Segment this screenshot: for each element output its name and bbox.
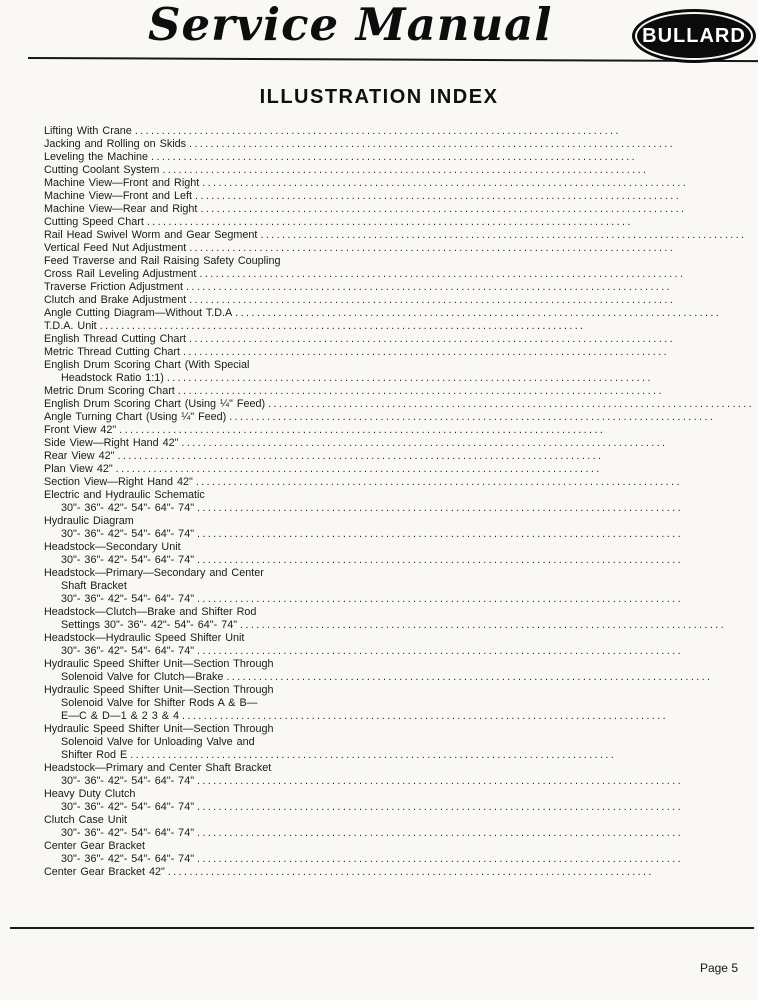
page-title: Service Manual bbox=[148, 0, 553, 51]
entry-line bbox=[44, 424, 758, 437]
entry-line bbox=[44, 827, 758, 840]
entry-title: Center Gear Bracket bbox=[44, 840, 146, 852]
entry-title: Hydraulic Speed Shifter Unit—Section Through bbox=[44, 658, 274, 670]
dot-leader: .......................................................................................... bbox=[115, 463, 602, 475]
index-entry bbox=[44, 216, 758, 229]
dot-leader: .......................................................................................... bbox=[197, 645, 684, 657]
entry-line bbox=[44, 151, 758, 164]
index-column-left bbox=[44, 112, 758, 879]
entry-title: Traverse Friction Adjustment bbox=[44, 281, 184, 293]
entry-line bbox=[44, 697, 758, 710]
dot-leader: .......................................................................................... bbox=[162, 164, 649, 176]
dot-leader: .......................................................................................... bbox=[268, 398, 755, 410]
index-entry bbox=[44, 151, 758, 164]
entry-line bbox=[44, 294, 758, 307]
entry-line bbox=[44, 762, 758, 775]
entry-line bbox=[44, 320, 758, 333]
dot-leader: .......................................................................................... bbox=[182, 710, 668, 722]
index-entry bbox=[44, 606, 758, 632]
entry-line bbox=[44, 489, 758, 502]
index-entry bbox=[44, 333, 758, 346]
entry-title: Headstock—Primary—Secondary and Center bbox=[44, 567, 264, 579]
dot-leader: .......................................................................................... bbox=[99, 320, 586, 332]
entry-line bbox=[44, 307, 758, 320]
entry-title: English Thread Cutting Chart bbox=[44, 333, 187, 345]
entry-title: Hydraulic Speed Shifter Unit—Section Through bbox=[44, 723, 274, 735]
entry-title: 30"- 36"- 42"- 54"- 64"- 74" bbox=[61, 554, 195, 566]
dot-leader: .......................................................................................... bbox=[235, 307, 722, 319]
entry-title: Shaft Bracket bbox=[61, 580, 127, 592]
dot-leader: .......................................................................................... bbox=[167, 866, 654, 878]
dot-leader: .......................................................................................... bbox=[240, 619, 727, 631]
entry-line bbox=[44, 216, 758, 229]
index-entry bbox=[44, 489, 758, 515]
index-title: ILLUSTRATION INDEX bbox=[259, 86, 499, 108]
entry-line bbox=[44, 359, 758, 372]
index-entry bbox=[44, 723, 758, 762]
entry-title: Rail Head Swivel Worm and Gear Segment bbox=[44, 229, 258, 241]
entry-line bbox=[44, 710, 758, 723]
dot-leader: .......................................................................................... bbox=[195, 476, 682, 488]
index-entry bbox=[44, 385, 758, 398]
entry-title: Headstock—Hydraulic Speed Shifter Unit bbox=[44, 632, 245, 644]
dot-leader: .......................................................................................... bbox=[197, 853, 684, 865]
dot-leader: .......................................................................................... bbox=[229, 411, 716, 423]
entry-line bbox=[44, 840, 758, 853]
entry-title: Metric Drum Scoring Chart bbox=[44, 385, 175, 397]
dot-leader: .......................................................................................... bbox=[186, 281, 672, 293]
entry-line bbox=[44, 658, 758, 671]
index-entry bbox=[44, 255, 758, 268]
entry-line bbox=[44, 684, 758, 697]
entry-title: Clutch Case Unit bbox=[44, 814, 128, 826]
entry-line bbox=[44, 515, 758, 528]
entry-title: Clutch and Brake Adjustment bbox=[44, 294, 187, 306]
entry-line bbox=[44, 632, 758, 645]
dot-leader: .......................................................................................... bbox=[197, 554, 684, 566]
entry-line bbox=[44, 346, 758, 359]
entry-line bbox=[44, 554, 758, 567]
entry-title: Front View 42" bbox=[44, 424, 117, 436]
entry-title: Solenoid Valve for Shifter Rods A & B— bbox=[61, 697, 258, 709]
logo-text: BULLARD bbox=[642, 25, 746, 47]
entry-line bbox=[44, 125, 758, 138]
entry-title: English Drum Scoring Chart (Using ¼" Feed) bbox=[44, 398, 266, 410]
entry-line bbox=[44, 190, 758, 203]
entry-title: Hydraulic Speed Shifter Unit—Section Through bbox=[44, 684, 274, 696]
entry-line bbox=[44, 541, 758, 554]
index-entry bbox=[44, 684, 758, 723]
entry-line bbox=[44, 723, 758, 736]
entry-line bbox=[44, 593, 758, 606]
entry-title: English Drum Scoring Chart (With Special bbox=[44, 359, 250, 371]
index-entry bbox=[44, 437, 758, 450]
dot-leader: .......................................................................................... bbox=[199, 268, 686, 280]
entry-line bbox=[44, 645, 758, 658]
dot-leader: .......................................................................................... bbox=[181, 437, 668, 449]
dot-leader: .......................................................................................... bbox=[195, 190, 682, 202]
entry-title: Machine View—Rear and Right bbox=[44, 203, 198, 215]
entry-title: Headstock—Primary and Center Shaft Bracket bbox=[44, 762, 272, 774]
entry-title: Headstock—Clutch—Brake and Shifter Rod bbox=[44, 606, 257, 618]
entry-title: 30"- 36"- 42"- 54"- 64"- 74" bbox=[61, 853, 195, 865]
entry-title: Shifter Rod E bbox=[61, 749, 128, 761]
dot-leader: .......................................................................................... bbox=[202, 177, 689, 189]
entry-line bbox=[44, 229, 758, 242]
dot-leader: .......................................................................................... bbox=[197, 502, 684, 514]
entry-title: Headstock—Secondary Unit bbox=[44, 541, 181, 553]
index-entry bbox=[44, 424, 758, 437]
index-entry bbox=[44, 866, 758, 879]
entry-title: 30"- 36"- 42"- 54"- 64"- 74" bbox=[61, 528, 195, 540]
index-entry bbox=[44, 515, 758, 541]
index-entry bbox=[44, 359, 758, 385]
entry-line bbox=[44, 437, 758, 450]
entry-title: Solenoid Valve for Clutch—Brake bbox=[61, 671, 224, 683]
entry-line bbox=[44, 255, 758, 268]
entry-title: Leveling the Machine bbox=[44, 151, 149, 163]
entry-line bbox=[44, 164, 758, 177]
dot-leader: .......................................................................................... bbox=[226, 671, 713, 683]
dot-leader: .......................................................................................... bbox=[177, 385, 664, 397]
entry-title: Heavy Duty Clutch bbox=[44, 788, 136, 800]
entry-line bbox=[44, 814, 758, 827]
entry-line bbox=[44, 177, 758, 190]
index-entry bbox=[44, 814, 758, 840]
entry-title: Headstock Ratio 1:1) bbox=[61, 372, 164, 384]
entry-title: T.D.A. Unit bbox=[44, 320, 97, 332]
footer-rule bbox=[10, 927, 754, 929]
index-entry bbox=[44, 541, 758, 567]
index-entry bbox=[44, 450, 758, 463]
entry-title: Machine View—Front and Right bbox=[44, 177, 200, 189]
entry-title: Cross Rail Leveling Adjustment bbox=[44, 268, 197, 280]
entry-title: 30"- 36"- 42"- 54"- 64"- 74" bbox=[61, 593, 195, 605]
dot-leader: .......................................................................................... bbox=[197, 801, 684, 813]
index-entry bbox=[44, 164, 758, 177]
entry-title: Settings 30"- 36"- 42"- 54"- 64"- 74" bbox=[61, 619, 238, 631]
entry-line bbox=[44, 138, 758, 151]
entry-title: Cutting Coolant System bbox=[44, 164, 160, 176]
dot-leader: .......................................................................................... bbox=[189, 294, 676, 306]
index-entry bbox=[44, 242, 758, 255]
entry-line bbox=[44, 619, 758, 632]
entry-title: Solenoid Valve for Unloading Valve and bbox=[61, 736, 255, 748]
entry-title: 30"- 36"- 42"- 54"- 64"- 74" bbox=[61, 775, 195, 787]
entry-title: Lifting With Crane bbox=[44, 125, 132, 137]
entry-title: Rear View 42" bbox=[44, 450, 115, 462]
entry-line bbox=[44, 372, 758, 385]
dot-leader: .......................................................................................... bbox=[197, 528, 684, 540]
entry-title: Section View—Right Hand 42" bbox=[44, 476, 193, 488]
dot-leader: .......................................................................................... bbox=[119, 424, 606, 436]
entry-line bbox=[44, 203, 758, 216]
index-entry bbox=[44, 203, 758, 216]
entry-title: Jacking and Rolling on Skids bbox=[44, 138, 187, 150]
index-entry bbox=[44, 658, 758, 684]
entry-title: Metric Thread Cutting Chart bbox=[44, 346, 181, 358]
entry-line bbox=[44, 528, 758, 541]
index-entry bbox=[44, 346, 758, 359]
entry-line bbox=[44, 567, 758, 580]
entry-line bbox=[44, 463, 758, 476]
entry-title: Angle Cutting Diagram—Without T.D.A bbox=[44, 307, 233, 319]
dot-leader: .......................................................................................... bbox=[166, 372, 653, 384]
entry-title: Cutting Speed Chart bbox=[44, 216, 144, 228]
dot-leader: .......................................................................................... bbox=[134, 125, 621, 137]
index-entry bbox=[44, 320, 758, 333]
index-entry bbox=[44, 294, 758, 307]
index-entry bbox=[44, 463, 758, 476]
dot-leader: .......................................................................................... bbox=[130, 749, 617, 761]
entry-title: Hydraulic Diagram bbox=[44, 515, 134, 527]
index-entry bbox=[44, 268, 758, 281]
entry-line bbox=[44, 749, 758, 762]
dot-leader: .......................................................................................... bbox=[151, 151, 638, 163]
entry-line bbox=[44, 775, 758, 788]
dot-leader: .......................................................................................... bbox=[189, 138, 676, 150]
entry-line bbox=[44, 476, 758, 489]
index-entry bbox=[44, 177, 758, 190]
entry-title: 30"- 36"- 42"- 54"- 64"- 74" bbox=[61, 827, 195, 839]
entry-line bbox=[44, 502, 758, 515]
page-column-header bbox=[44, 112, 758, 125]
dot-leader: .......................................................................................... bbox=[189, 333, 676, 345]
entry-line bbox=[44, 671, 758, 684]
dot-leader: .......................................................................................... bbox=[146, 216, 633, 228]
dot-leader: .......................................................................................... bbox=[197, 775, 684, 787]
entry-line bbox=[44, 788, 758, 801]
entry-title: Machine View—Front and Left bbox=[44, 190, 193, 202]
index-entry bbox=[44, 190, 758, 203]
entry-line bbox=[44, 736, 758, 749]
entry-title: Feed Traverse and Rail Raising Safety Coupling bbox=[44, 255, 281, 267]
entry-title: 30"- 36"- 42"- 54"- 64"- 74" bbox=[61, 645, 195, 657]
entry-title: Angle Turning Chart (Using ¼" Feed) bbox=[44, 411, 227, 423]
entry-title: Vertical Feed Nut Adjustment bbox=[44, 242, 187, 254]
entry-title: E—C & D—1 & 2 3 & 4 bbox=[61, 710, 180, 722]
entry-line bbox=[44, 866, 758, 879]
entry-line bbox=[44, 333, 758, 346]
index-entry bbox=[44, 125, 758, 138]
index-entry bbox=[44, 632, 758, 658]
bullard-logo-icon bbox=[632, 9, 756, 63]
entry-line bbox=[44, 385, 758, 398]
entry-line bbox=[44, 450, 758, 463]
entry-line bbox=[44, 268, 758, 281]
entry-line bbox=[44, 606, 758, 619]
entry-line bbox=[44, 580, 758, 593]
entry-line bbox=[44, 801, 758, 814]
dot-leader: .......................................................................................... bbox=[117, 450, 604, 462]
index-entry bbox=[44, 762, 758, 788]
dot-leader: .......................................................................................... bbox=[183, 346, 670, 358]
dot-leader: .......................................................................................... bbox=[197, 827, 684, 839]
entry-line bbox=[44, 398, 758, 411]
entry-title: 30"- 36"- 42"- 54"- 64"- 74" bbox=[61, 502, 195, 514]
index-entry bbox=[44, 788, 758, 814]
index-entry bbox=[44, 281, 758, 294]
page-number: Page 5 bbox=[699, 961, 738, 975]
index-entry bbox=[44, 307, 758, 320]
entry-line bbox=[44, 281, 758, 294]
entry-title: Side View—Right Hand 42" bbox=[44, 437, 179, 449]
entry-title: Center Gear Bracket 42" bbox=[44, 866, 165, 878]
entry-title: Electric and Hydraulic Schematic bbox=[44, 489, 205, 501]
dot-leader: .......................................................................................... bbox=[189, 242, 676, 254]
entry-line bbox=[44, 853, 758, 866]
entry-title: 30"- 36"- 42"- 54"- 64"- 74" bbox=[61, 801, 195, 813]
dot-leader: .......................................................................................... bbox=[197, 593, 684, 605]
index-columns bbox=[44, 112, 755, 879]
index-entry bbox=[44, 840, 758, 866]
dot-leader: .......................................................................................... bbox=[200, 203, 687, 215]
entry-title: Plan View 42" bbox=[44, 463, 113, 475]
header-rule bbox=[28, 57, 758, 62]
index-entry bbox=[44, 411, 758, 424]
index-entry bbox=[44, 138, 758, 151]
index-entry bbox=[44, 229, 758, 242]
index-entry bbox=[44, 476, 758, 489]
index-entry bbox=[44, 398, 758, 411]
index-entry bbox=[44, 567, 758, 606]
dot-leader: .......................................................................................... bbox=[260, 229, 747, 241]
entry-line bbox=[44, 242, 758, 255]
entry-line bbox=[44, 411, 758, 424]
